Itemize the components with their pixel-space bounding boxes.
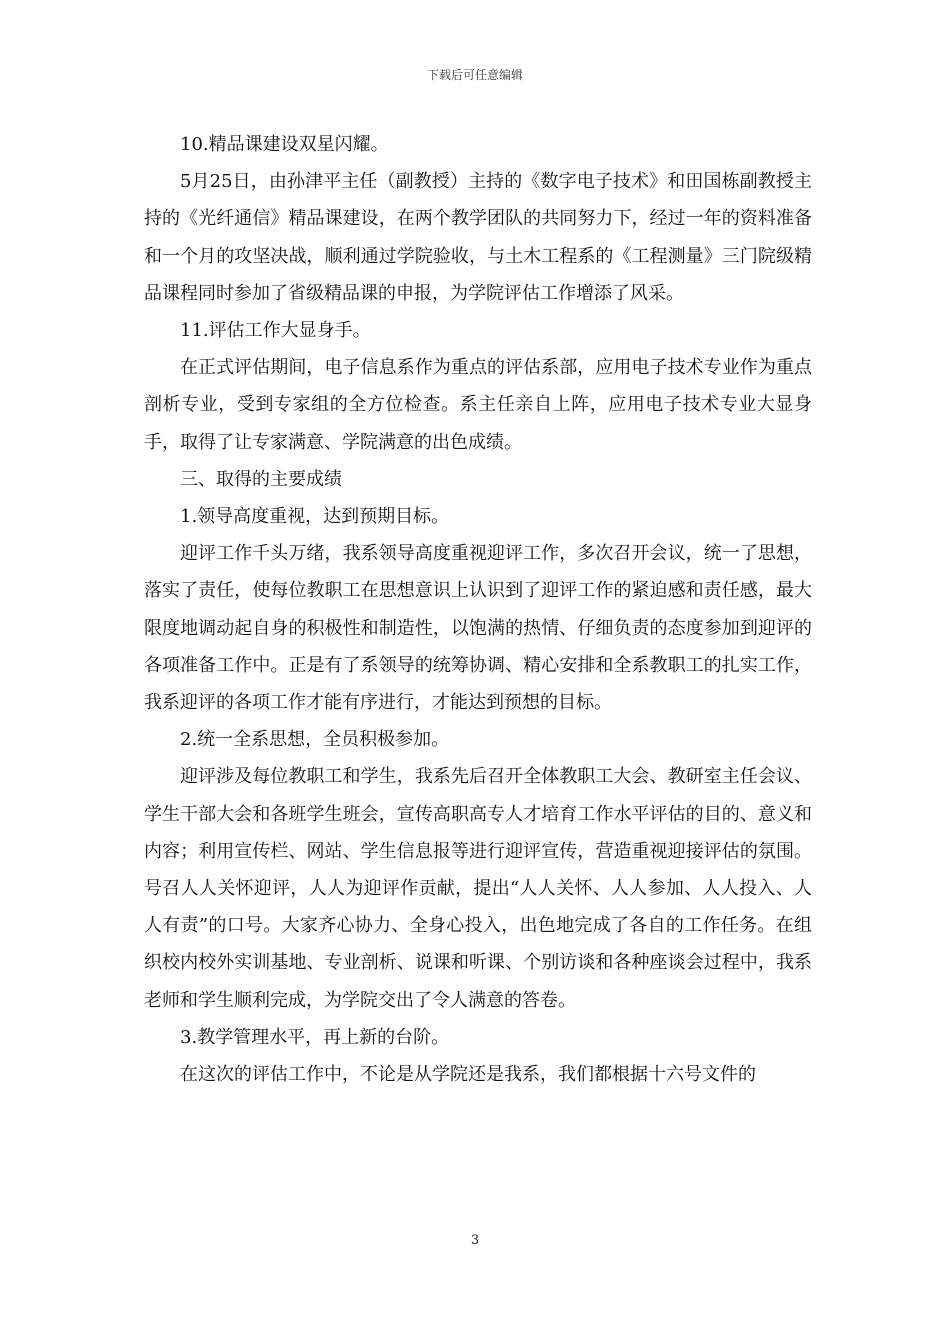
heading-achievement-2: 2.统一全系思想，全员积极参加。 — [180, 729, 450, 751]
paragraph-item-10: 5月25日，由孙津平主任（副教授）主持的《数字电子技术》和田国栋副教授主持的《光纤通信》精品课建设，在两个教学团队的共同努力下，经过一年的资料准备和一个月的攻坚决战，顺利通过学院验收，与土木工程系的《工程测量》三门院级精品课程同时参加了省级精品课的申报，为学院评估工作增添了风采。 — [144, 171, 812, 304]
section-heading-achievements: 三、取得的主要成绩 — [180, 468, 342, 490]
heading-achievement-3: 3.教学管理水平，再上新的台阶。 — [180, 1026, 450, 1048]
paragraph-item-11: 在正式评估期间，电子信息系作为重点的评估系部，应用电子技术专业作为重点剖析专业，受到专家组的全方位检查。系主任亲自上阵，应用电子技术专业大显身手，取得了让专家满意、学院满意的出色成绩。 — [144, 357, 812, 453]
heading-item-10: 10.精品课建设双星闪耀。 — [180, 134, 389, 155]
document-body — [144, 126, 812, 1093]
heading-item-11: 11.评估工作大显身手。 — [180, 320, 371, 342]
heading-achievement-1: 1.领导高度重视，达到预期目标。 — [180, 506, 450, 528]
paragraph-achievement-1: 迎评工作千头万绪，我系领导高度重视迎评工作，多次召开会议，统一了思想，落实了责任，使每位教职工在思想意识上认识到了迎评工作的紧迫感和责任感，最大限度地调动起自身的积极性和制造性，以饱满的热情、仔细负责的态度参加到迎评的各项准备工作中。正是有了系领导的统筹协调、精心安排和全系教职工的扎实工作，我系迎评的各项工作才能有序进行，才能达到预想的目标。 — [144, 543, 812, 714]
paragraph-achievement-2: 迎评涉及每位教职工和学生，我系先后召开全体教职工大会、教研室主任会议、学生干部大会和各班学生班会，宣传高职高专人才培育工作水平评估的目的、意义和内容；利用宣传栏、网站、学生信息报等进行迎评宣传，营造重视迎接评估的氛围。号召人人关怀迎评，人人为迎评作贡献，提出“人人关怀、人人参加、人人投入、人人有责”的口号。大家齐心协力、全身心投入，出色地完成了各自的工作任务。在组织校内校外实训基地、专业剖析、说课和听课、个别访谈和各种座谈会过程中，我系老师和学生顺利完成，为学院交出了令人满意的答卷。 — [144, 766, 812, 1011]
page-header-note: 下载后可任意编辑 — [426, 68, 523, 82]
page-number: 3 — [470, 1233, 480, 1248]
paragraph-achievement-3: 在这次的评估工作中，不论是从学院还是我系，我们都根据十六号文件的 — [180, 1064, 756, 1086]
